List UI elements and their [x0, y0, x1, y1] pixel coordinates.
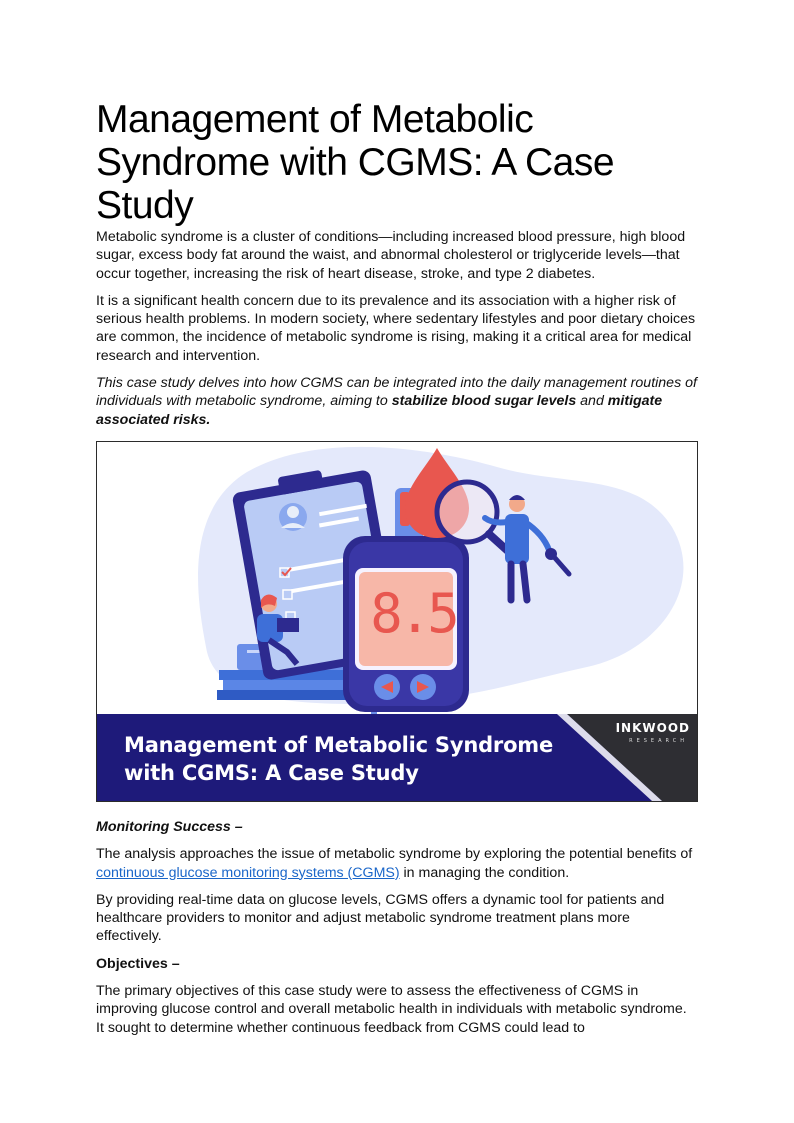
intro-p3-bold-1: stabilize blood sugar levels — [391, 393, 577, 410]
objectives-paragraph-1: The primary objectives of this case study were to assess the effectiveness of CGMS in improving glucose control and overall metabolic health in individuals with metabolic syndrome. It sought to determine whether continuous feedback from CGMS could lead to — [96, 983, 687, 1036]
intro-p3-text-2: and — [576, 393, 608, 410]
monitoring-p1-text-1: The analysis approaches the issue of metabolic syndrome by exploring the potential benefits of — [96, 846, 693, 863]
brand-logo: INKWOOD — [615, 720, 690, 735]
cgms-link[interactable]: continuous glucose monitoring systems (CGMS) — [96, 864, 400, 881]
monitoring-paragraph-2: By providing real-time data on glucose levels, CGMS offers a dynamic tool for patients and healthcare providers to monitor and adjust metabolic syndrome treatment plans more effectively. — [96, 891, 665, 945]
intro-p3-text-1: This case study delves into how CGMS can be integrated into the daily management routines of individuals with metabolic syndrome, aiming to — [96, 375, 697, 410]
intro-paragraph-3 — [96, 374, 698, 429]
hero-illustration — [97, 442, 697, 714]
brand-subtitle: RESEARCH — [629, 737, 688, 744]
monitoring-p1-text-2: in managing the condition. — [399, 864, 570, 881]
document — [96, 98, 698, 1037]
banner-title — [124, 731, 553, 787]
monitoring-heading: Monitoring Success – — [96, 818, 243, 835]
monitoring-paragraph-1 — [96, 845, 698, 882]
intro-p3-bold-2: mitigate associated risks. — [96, 393, 663, 428]
banner-title-line-1: Management of Metabolic Syndrome — [124, 732, 554, 757]
objectives-heading: Objectives – — [96, 955, 180, 972]
page-title: Management of Metabolic Syndrome with CGMS: A Case Study — [96, 98, 615, 227]
hero-image — [96, 441, 698, 802]
meter-reading: 8.5 — [370, 581, 456, 645]
banner-title-line-2: with CGMS: A Case Study — [124, 760, 419, 785]
intro-paragraph-2: It is a significant health concern due to its prevalence and its association with a higher risk of serious health problems. In modern society, where sedentary lifestyles and poor dietary choices are common, the incidence of metabolic syndrome is rising, making it a critical area for medical research and intervention. — [96, 292, 696, 364]
intro-paragraph-1: Metabolic syndrome is a cluster of conditions—including increased blood pressure, high blood sugar, excess body fat around the waist, and abnormal cholesterol or triglyceride levels—that occur together, increasing the risk of heart disease, stroke, and type 2 diabetes. — [96, 229, 686, 282]
hero-banner — [97, 714, 697, 801]
